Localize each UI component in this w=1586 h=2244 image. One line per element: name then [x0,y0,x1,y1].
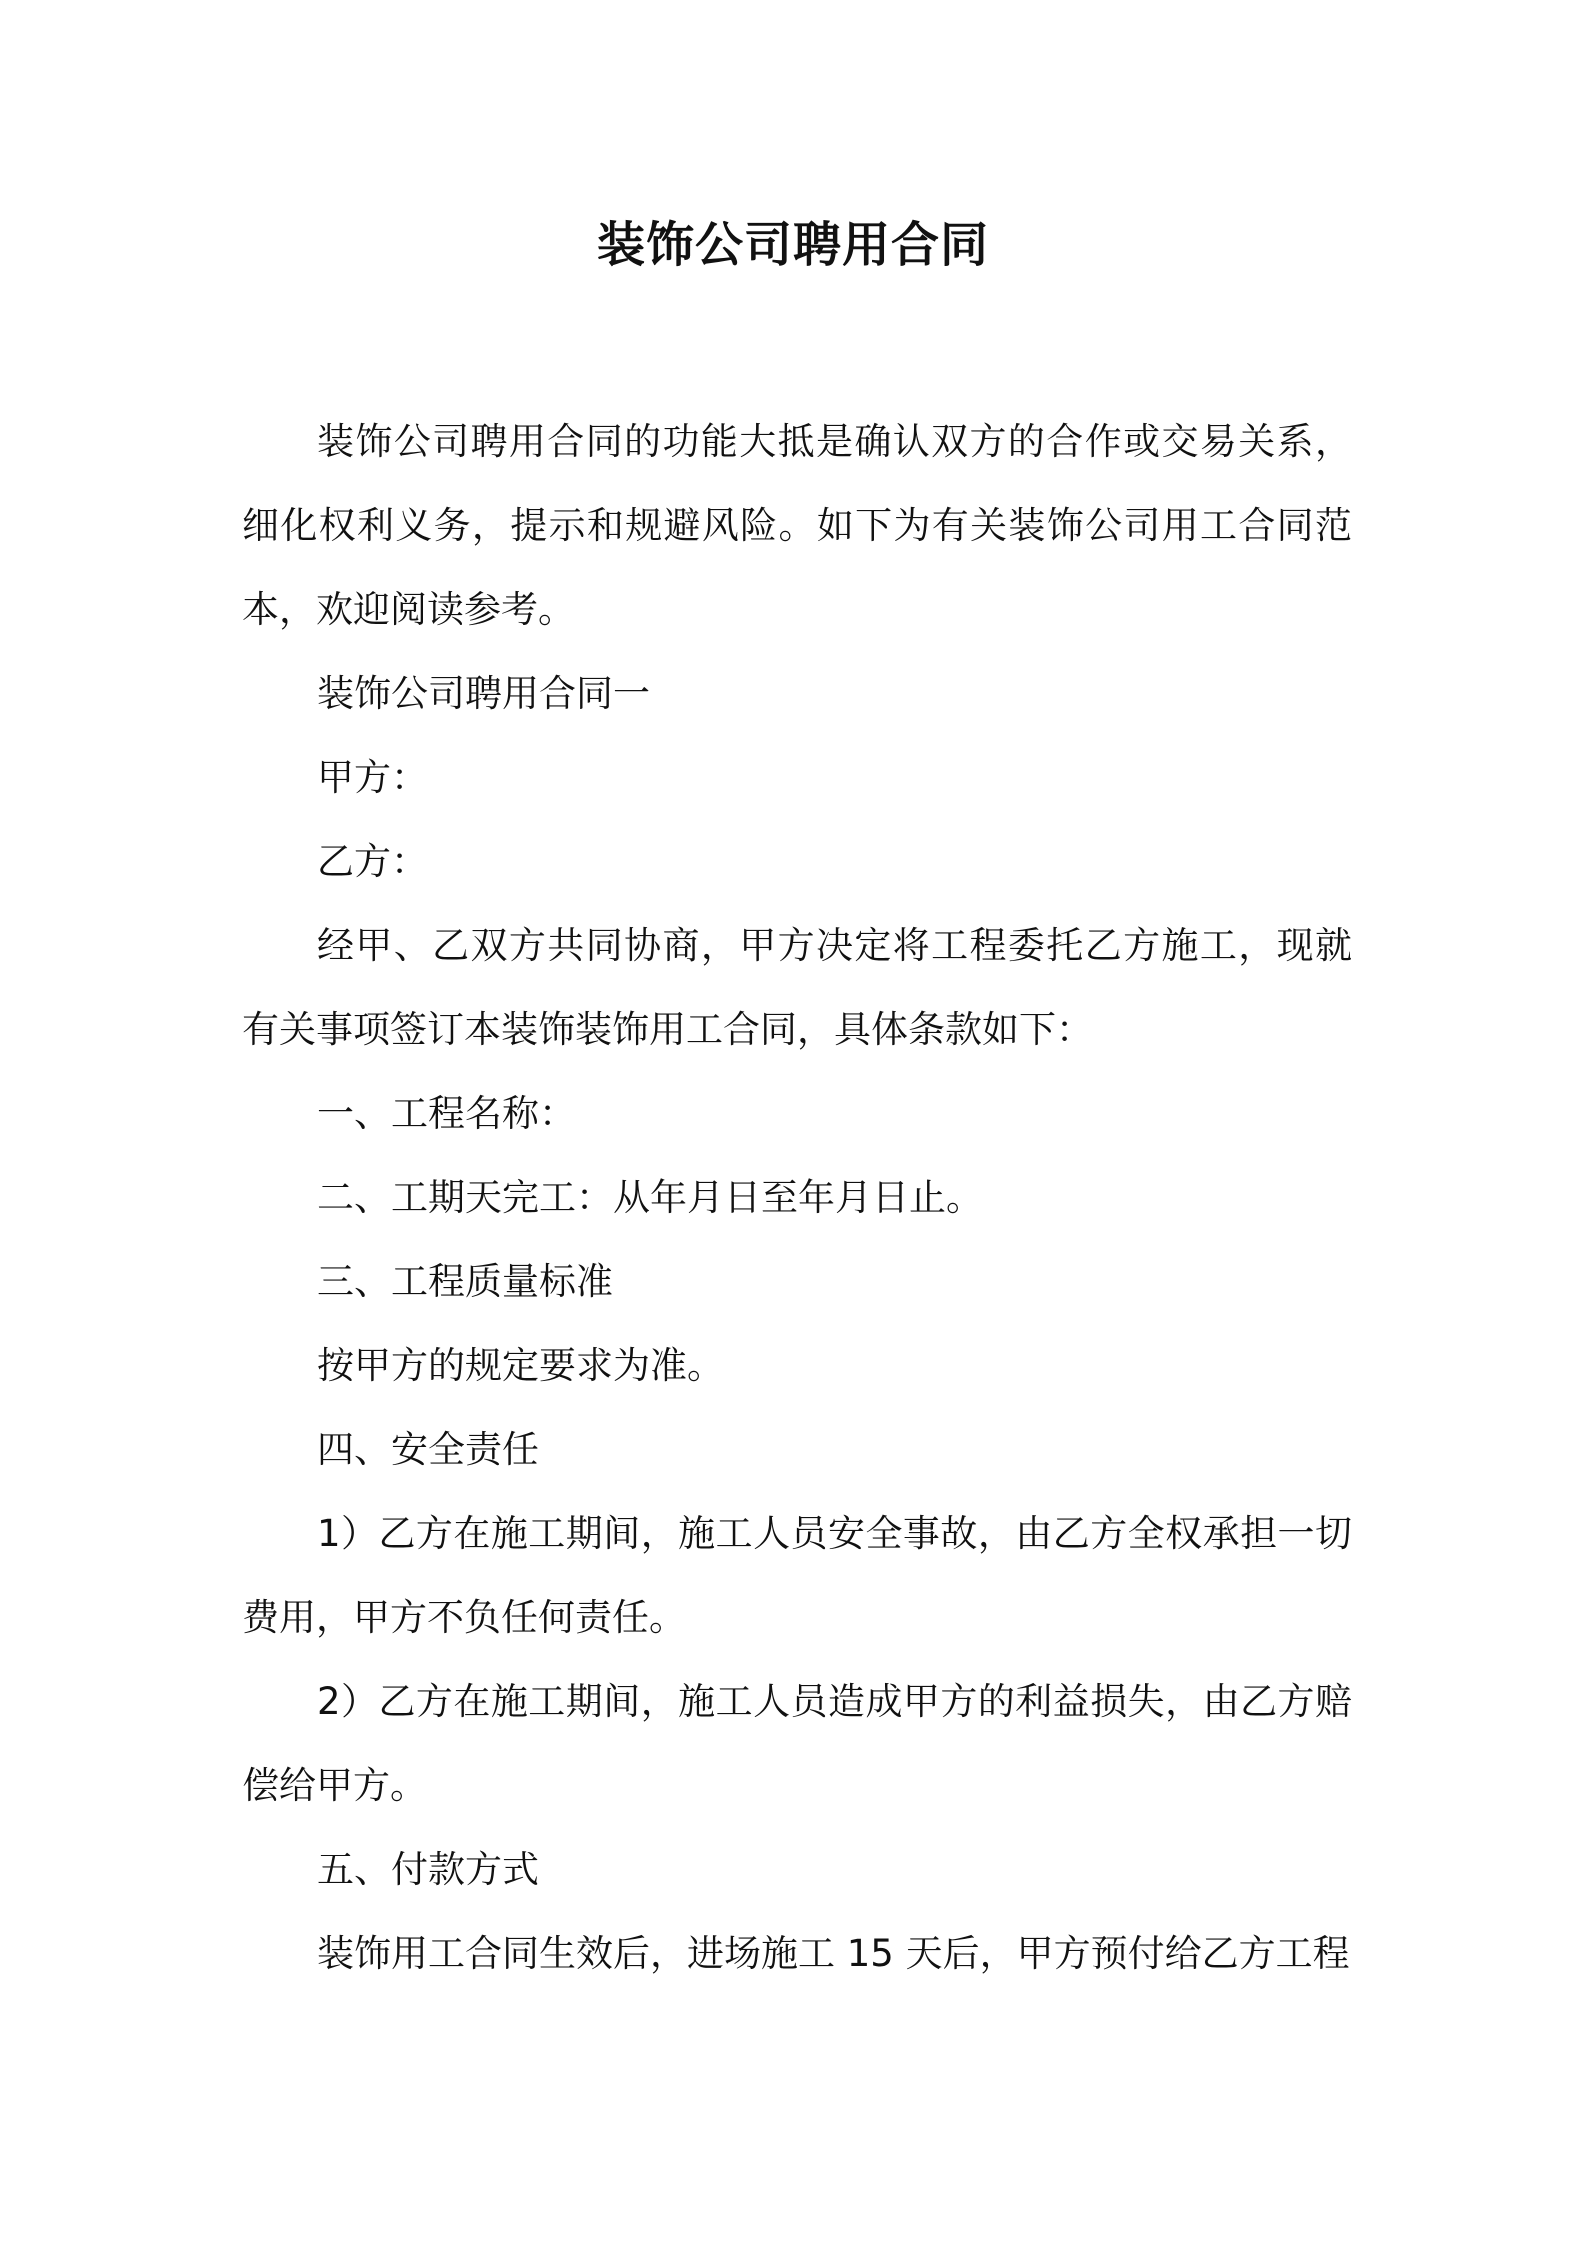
section-safety-heading: 四、安全责任 [317,1428,539,1471]
section-project-name: 一、工程名称： [317,1092,576,1135]
section-quality-text: 按甲方的规定要求为准。 [317,1344,724,1387]
payment-text: 装饰用工合同生效后，进场施工 15 天后，甲方预付给乙方工程 [317,1932,1350,1975]
section-payment-heading: 五、付款方式 [317,1848,539,1891]
section-duration: 二、工期天完工：从年月日至年月日止。 [317,1176,983,1219]
contract-heading: 装饰公司聘用合同一 [317,672,650,715]
safety-item-1: 1）乙方在施工期间，施工人员安全事故，由乙方全权承担一切费用，甲方不负任何责任。 [242,1512,1352,1639]
party-b-line: 乙方： [317,840,428,883]
intro-paragraph: 装饰公司聘用合同的功能大抵是确认双方的合作或交易关系，细化权利义务，提示和规避风险。如下为有关装饰公司用工合同范本，欢迎阅读参考。 [242,420,1352,631]
safety-item-2: 2）乙方在施工期间，施工人员造成甲方的利益损失，由乙方赔偿给甲方。 [242,1680,1352,1807]
section-quality-heading: 三、工程质量标准 [317,1260,613,1303]
document-body [242,400,1352,1996]
agreement-paragraph: 经甲、乙双方共同协商，甲方决定将工程委托乙方施工，现就有关事项签订本装饰装饰用工合同，具体条款如下： [242,924,1352,1051]
document-title: 装饰公司聘用合同 [596,217,989,273]
party-a-line: 甲方： [317,756,428,799]
